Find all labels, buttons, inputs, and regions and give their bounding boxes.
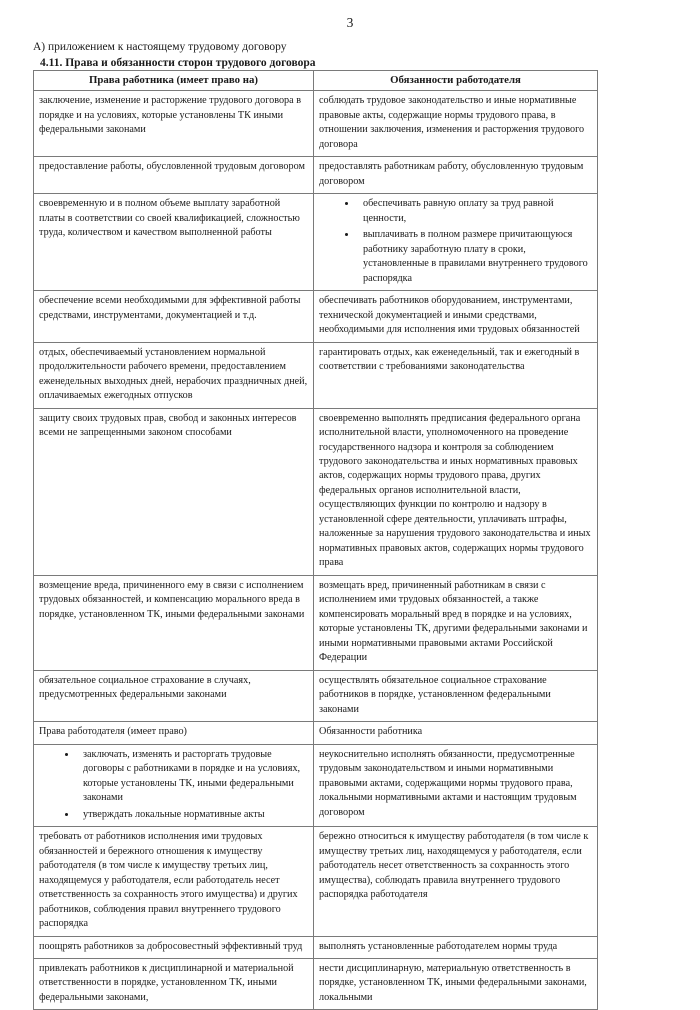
column-header-employer-duties: Обязанности работодателя [314, 71, 598, 91]
table-row [34, 408, 598, 575]
cell-employer-duty: гарантировать отдых, как еженедельный, так и ежегодный в соответствии с требованиями законодательства [314, 342, 598, 408]
bullet-list [39, 748, 308, 822]
cell-employer-duty: обеспечивать работников оборудованием, инструментами, технической документацией и иными средствами, необходимыми для исполнения ими трудовых обязанностей [314, 291, 598, 342]
table-row [34, 91, 598, 157]
column-header-employee-duties: Обязанности работника [314, 722, 598, 744]
list-item: • утверждать локальные нормативные акты [77, 808, 308, 822]
cell-employer-duty: соблюдать трудовое законодательство и иные нормативные правовые акты, содержащие нормы трудового права, в отношении заключения, изменения и расторжения трудового договора [314, 91, 598, 157]
cell-employee-right: защиту своих трудовых прав, свобод и законных интересов всеми не запрещенными законом способами [34, 408, 314, 575]
table-header-row [34, 71, 598, 91]
cell-employee-right: обеспечение всеми необходимыми для эффективной работы средствами, инструментами, документацией и т.д. [34, 291, 314, 342]
table-row [34, 959, 598, 1010]
table-row [34, 157, 598, 194]
rights-and-duties-table [33, 70, 598, 1010]
cell-employer-right: привлекать работников к дисциплинарной и материальной ответственности в порядке, установленном ТК, иными федеральными законами, [34, 959, 314, 1010]
table-row [34, 342, 598, 408]
cell-employee-duty: бережно относиться к имуществу работодателя (в том числе к имуществу третьих лиц, находящемуся у работодателя, если работодатель несет ответственность за сохранность этого имущества), соблюдать правила внутреннего трудового распорядка работодателя [314, 827, 598, 936]
bullet-list [319, 197, 592, 286]
cell-employee-right: отдых, обеспечиваемый установлением нормальной продолжительности рабочего времени, предоставлением еженедельных выходных дней, нерабочих праздничных дней, оплачиваемых ежегодных отпусков [34, 342, 314, 408]
table-row [34, 744, 598, 826]
list-item: • выплачивать в полном размере причитающуюся работнику заработную плату в сроки, установленные в правилами внутреннего трудового распорядка [357, 228, 592, 286]
cell-employer-duty: возмещать вред, причиненный работникам в связи с исполнением ими трудовых обязанностей, а также компенсировать моральный вред в порядке и на условиях, которые установлены ТК, другими федеральными законами и иными нормативными правовыми актами Российской Федерации [314, 575, 598, 670]
cell-employee-duty: нести дисциплинарную, материальную ответственность в порядке, установленном ТК, иными федеральными законами, локальными [314, 959, 598, 1010]
cell-employee-duty: неукоснительно исполнять обязанности, предусмотренные трудовым законодательством и иными нормативными правовыми актами, содержащими нормы трудового права, локальными нормативными актами и настоящим трудовым договором [314, 744, 598, 826]
table-row [34, 291, 598, 342]
cell-employer-duty: предоставлять работникам работу, обусловленную трудовым договором [314, 157, 598, 194]
table-row [34, 575, 598, 670]
section-heading: 4.11. Права и обязанности сторон трудового договора [40, 57, 316, 69]
cell-employee-right: обязательное социальное страхование в случаях, предусмотренных федеральными законами [34, 670, 314, 721]
table-subheader-row [34, 722, 598, 744]
table-row [34, 936, 598, 958]
cell-employer-duty: своевременно выполнять предписания федерального органа исполнительной власти, уполномоченного на проведение государственного надзора и контроля за соблюдением трудового законодательства и иных нормативных правовых актов, содержащих нормы трудового права, других федеральных органов исполнительной власти, осуществляющих функции по контролю и надзору в установленной сфере деятельности, уплачивать штрафы, наложенные за нарушения трудового законодательства и иных нормативных правовых актов, содержащих нормы трудового права [314, 408, 598, 575]
table-row [34, 194, 598, 291]
column-header-employer-rights: Права работодателя (имеет право) [34, 722, 314, 744]
cell-employee-right: предоставление работы, обусловленной трудовым договором [34, 157, 314, 194]
cell-employer-duty [314, 194, 598, 291]
cell-employer-right: поощрять работников за добросовестный эффективный труд [34, 936, 314, 958]
cell-employee-right: своевременную и в полном объеме выплату заработной платы в соответствии со своей квалификацией, сложностью труда, количеством и качеством выполненной работы [34, 194, 314, 291]
cell-employee-right: заключение, изменение и расторжение трудового договора в порядке и на условиях, которые установлены ТК иными федеральными законами [34, 91, 314, 157]
list-item: • заключать, изменять и расторгать трудовые договоры с работниками в порядке и на условиях, которые установлены ТК, иными федеральными законами [77, 748, 308, 806]
cell-employer-duty: осуществлять обязательное социальное страхование работников в порядке, установленном федеральными законами [314, 670, 598, 721]
column-header-employee-rights: Права работника (имеет право на) [34, 71, 314, 91]
cell-employee-duty: выполнять установленные работодателем нормы труда [314, 936, 598, 958]
cell-employee-right: возмещение вреда, причиненного ему в связи с исполнением трудовых обязанностей, и компенсацию морального вреда в порядке, установленном ТК, иными федеральными законами [34, 575, 314, 670]
page-number: 3 [346, 15, 354, 30]
table-row [34, 670, 598, 721]
intro-paragraph: А) приложением к настоящему трудовому договору [33, 41, 287, 53]
cell-employer-right [34, 744, 314, 826]
table-row [34, 827, 598, 936]
list-item: • обеспечивать равную оплату за труд равной ценности, [357, 197, 592, 226]
cell-employer-right: требовать от работников исполнения ими трудовых обязанностей и бережного отношения к имуществу работодателя (в том числе к имуществу третьих лиц, находящемуся у работодателя, если работодатель несет ответственность за сохранность этого имущества) и других работников, соблюдения правил внутреннего трудового распорядка [34, 827, 314, 936]
